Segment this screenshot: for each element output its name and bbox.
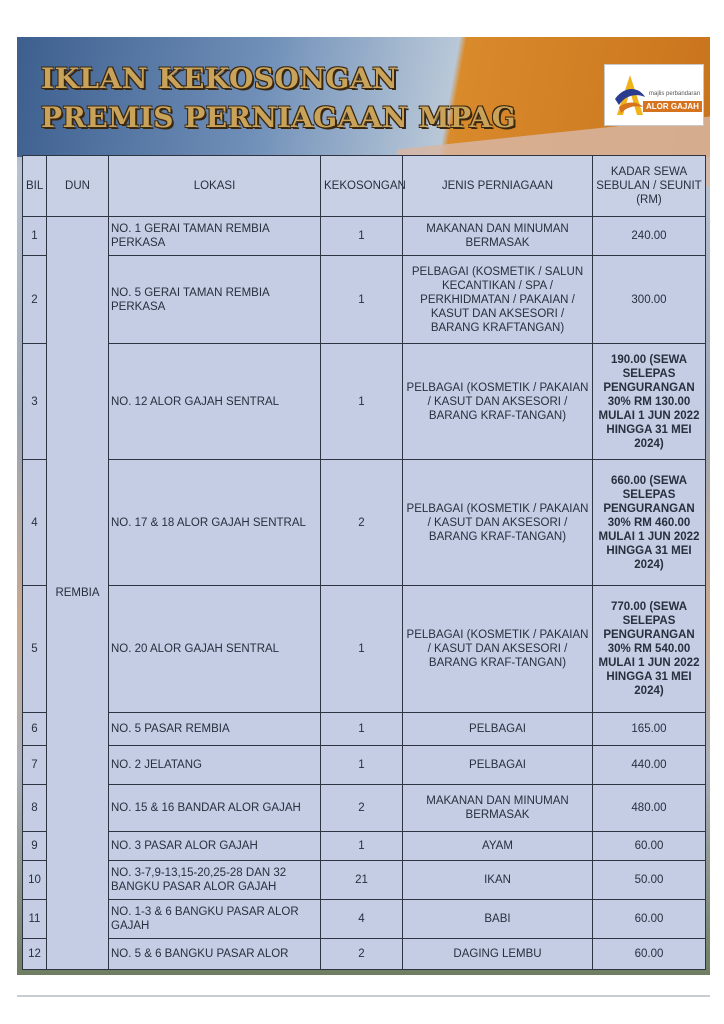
cell-kekosongan: 1: [321, 832, 403, 861]
mpag-logo: [604, 64, 704, 126]
cell-bil: 11: [23, 900, 47, 939]
cell-kadar: 480.00: [593, 785, 706, 832]
cell-bil: 5: [23, 586, 47, 713]
table-row: [23, 217, 706, 256]
cell-lokasi: NO. 12 ALOR GAJAH SENTRAL: [109, 344, 321, 460]
cell-lokasi: NO. 5 PASAR REMBIA: [109, 713, 321, 746]
cell-jenis: BABI: [403, 900, 593, 939]
cell-jenis: PELBAGAI: [403, 713, 593, 746]
header-jenis: JENIS PERNIAGAAN: [403, 156, 593, 217]
table-row: [23, 832, 706, 861]
logo-name: ALOR GAJAH: [643, 101, 702, 112]
cell-kekosongan: 21: [321, 861, 403, 900]
cell-lokasi: NO. 20 ALOR GAJAH SENTRAL: [109, 586, 321, 713]
table-row: [23, 586, 706, 713]
cell-kadar: 50.00: [593, 861, 706, 900]
cell-lokasi: NO. 2 JELATANG: [109, 746, 321, 785]
table-row: [23, 939, 706, 970]
cell-kekosongan: 1: [321, 746, 403, 785]
cell-bil: 12: [23, 939, 47, 970]
cell-kekosongan: 2: [321, 460, 403, 586]
cell-jenis: MAKANAN DAN MINUMAN BERMASAK: [403, 785, 593, 832]
cell-bil: 6: [23, 713, 47, 746]
cell-bil: 8: [23, 785, 47, 832]
cell-kekosongan: 4: [321, 900, 403, 939]
cell-bil: 4: [23, 460, 47, 586]
cell-kekosongan: 2: [321, 939, 403, 970]
cell-jenis: PELBAGAI (KOSMETIK / SALUN KECANTIKAN / SPA / PERKHIDMATAN / PAKAIAN / KASUT DAN AKSESORI / BARANG KRAFTANGAN): [403, 256, 593, 344]
cell-bil: 3: [23, 344, 47, 460]
table-row: [23, 861, 706, 900]
vacancy-table: [22, 155, 706, 970]
cell-lokasi: NO. 3 PASAR ALOR GAJAH: [109, 832, 321, 861]
cell-jenis: PELBAGAI: [403, 746, 593, 785]
header-kadar: KADAR SEWA SEBULAN / SEUNIT (RM): [593, 156, 706, 217]
table-row: [23, 256, 706, 344]
cell-kadar: 60.00: [593, 832, 706, 861]
cell-jenis: PELBAGAI (KOSMETIK / PAKAIAN / KASUT DAN AKSESORI / BARANG KRAF-TANGAN): [403, 586, 593, 713]
cell-jenis: PELBAGAI (KOSMETIK / PAKAIAN / KASUT DAN AKSESORI / BARANG KRAF-TANGAN): [403, 344, 593, 460]
logo-mark-icon: [613, 71, 647, 119]
cell-jenis: DAGING LEMBU: [403, 939, 593, 970]
cell-jenis: PELBAGAI (KOSMETIK / PAKAIAN / KASUT DAN AKSESORI / BARANG KRAF-TANGAN): [403, 460, 593, 586]
page-title: [41, 59, 516, 137]
cell-kadar: 440.00: [593, 746, 706, 785]
cell-kadar: 240.00: [593, 217, 706, 256]
cell-lokasi: NO. 1 GERAI TAMAN REMBIA PERKASA: [109, 217, 321, 256]
footer-divider: [17, 995, 710, 997]
cell-lokasi: NO. 5 GERAI TAMAN REMBIA PERKASA: [109, 256, 321, 344]
cell-kadar: 770.00 (SEWA SELEPAS PENGURANGAN 30% RM 540.00 MULAI 1 JUN 2022 HINGGA 31 MEI 2024): [593, 586, 706, 713]
cell-bil: 7: [23, 746, 47, 785]
cell-kekosongan: 1: [321, 344, 403, 460]
cell-dun: REMBIA: [47, 217, 109, 970]
cell-kadar: 60.00: [593, 900, 706, 939]
header-bil: BIL: [23, 156, 47, 217]
table-row: [23, 460, 706, 586]
cell-kadar: 300.00: [593, 256, 706, 344]
cell-lokasi: NO. 15 & 16 BANDAR ALOR GAJAH: [109, 785, 321, 832]
cell-jenis: AYAM: [403, 832, 593, 861]
cell-bil: 9: [23, 832, 47, 861]
cell-bil: 10: [23, 861, 47, 900]
cell-kadar: 660.00 (SEWA SELEPAS PENGURANGAN 30% RM 460.00 MULAI 1 JUN 2022 HINGGA 31 MEI 2024): [593, 460, 706, 586]
logo-small-text: majlis perbandaran: [649, 91, 701, 97]
header-kekosongan: KEKOSONGAN: [321, 156, 403, 217]
cell-kadar: 60.00: [593, 939, 706, 970]
table-header-row: [23, 156, 706, 217]
cell-kekosongan: 2: [321, 785, 403, 832]
table-row: [23, 900, 706, 939]
table-row: [23, 713, 706, 746]
table-row: [23, 785, 706, 832]
cell-kekosongan: 1: [321, 256, 403, 344]
title-line-2: PREMIS PERNIAGAAN MPAG: [41, 101, 517, 134]
poster: [17, 37, 710, 975]
cell-kekosongan: 1: [321, 713, 403, 746]
cell-lokasi: NO. 3-7,9-13,15-20,25-28 DAN 32 BANGKU PASAR ALOR GAJAH: [109, 861, 321, 900]
cell-jenis: MAKANAN DAN MINUMAN BERMASAK: [403, 217, 593, 256]
cell-kadar: 165.00: [593, 713, 706, 746]
cell-bil: 1: [23, 217, 47, 256]
cell-kadar: 190.00 (SEWA SELEPAS PENGURANGAN 30% RM 130.00 MULAI 1 JUN 2022 HINGGA 31 MEI 2024): [593, 344, 706, 460]
table-row: [23, 344, 706, 460]
cell-kekosongan: 1: [321, 217, 403, 256]
cell-jenis: IKAN: [403, 861, 593, 900]
title-line-1: IKLAN KEKOSONGAN: [41, 62, 399, 95]
cell-lokasi: NO. 17 & 18 ALOR GAJAH SENTRAL: [109, 460, 321, 586]
cell-lokasi: NO. 1-3 & 6 BANGKU PASAR ALOR GAJAH: [109, 900, 321, 939]
cell-kekosongan: 1: [321, 586, 403, 713]
table-row: [23, 746, 706, 785]
cell-lokasi: NO. 5 & 6 BANGKU PASAR ALOR: [109, 939, 321, 970]
header-dun: DUN: [47, 156, 109, 217]
cell-bil: 2: [23, 256, 47, 344]
header-lokasi: LOKASI: [109, 156, 321, 217]
